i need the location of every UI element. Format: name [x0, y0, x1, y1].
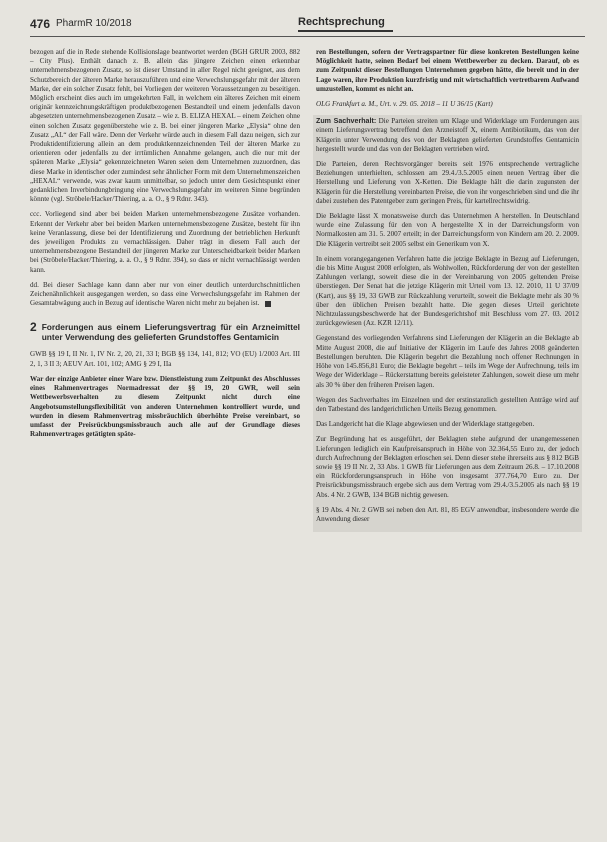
paragraph: Wegen des Sachverhaltes im Einzelnen und der erstinstanzlich gestellten Anträge wird auf den Tatbestand des landgerichtlichen Urteils Bezug genommen. [316, 395, 579, 413]
page-number: 476 [30, 17, 51, 31]
paragraph: Gegenstand des vorliegenden Verfahrens sind Lieferungen der Klägerin an die Beklagte ab Mitte August 2008, die auf Initiative der Klägerin im Laufe des Jahres 2008 geänderten Bestellungen beruhten. Die Klägerin begehrt die Bezahlung noch offener Rechnungen in Höhe von 145.856,81 Euro; die Beklagte begehrt – teils im Wege der Aufrechnung, teils im Wege der Widerklage – Rückerstattung bereits geleisteter Zahlungen, soweit diese um mehr als 30 % über den früheren Preisen lagen. [316, 334, 579, 389]
header-rule [30, 36, 585, 37]
section-title: Rechtsprechung [298, 16, 393, 32]
paragraph: ccc. Vorliegend sind aber bei beiden Marken unternehmensbezogene Zusätze vorhanden. Erkennt der Verkehr aber bei beiden Marken unternehmensbezogene Zusätze, besteht für ihn keine Veranlassung, diese bei der Identifizierung und Zuordnung der betrieblichen Herkunft des jeweiligen Produkts zu vernachlässigen. Daher trägt in diesem Fall auch der unternehmensbezogene Bestandteil der jüngeren Marke zur Unterscheidbarkeit beider Marken bei (Ströbele/Hacker/Thiering, a. a. O., § 9 Rdnr. 394), so dass er nicht vernachlässigt werden kann. [30, 210, 300, 274]
left-column [30, 48, 300, 445]
paragraph: § 19 Abs. 4 Nr. 2 GWB sei neben den Art. 81, 85 EGV anwendbar, insbesondere werde die Anwendung dieser [316, 505, 579, 523]
page-header [30, 14, 585, 36]
paragraph [30, 281, 300, 309]
facts-block [313, 115, 582, 532]
headnote-continued: ren Bestellungen, sofern der Vertragspartner für diese konkreten Bestellungen keine Möglichkeit hatte, seinen Bedarf bei einem Wettbewerber zu decken. Darauf, ob es zum Zeitpunkt dieser Bestellungen Unternehmen gegeben hätte, die bereit und in der Lage waren, ihre Produktion kurzfristig und mit wirtschaftlich vertretbarem Aufwand umzustellen, kommt es nicht an. [316, 48, 579, 93]
facts-label: Zum Sachverhalt: [316, 117, 377, 126]
article-title: Forderungen aus einem Lieferungsvertrag für ein Arzneimittel unter Verwendung des gelieferten Grundstoffes Gentamicin [41, 322, 300, 343]
norms-line: GWB §§ 19 I, II Nr. 1, IV Nr. 2, 20, 21, 33 I; BGB §§ 134, 141, 812; VO (EU) 1/2003 Art. III 2, 1, 3 II 3; AEUV Art. 101, 102; AMG § 29 I, IIa [30, 350, 300, 368]
facts-text: Die Parteien streiten um Klage und Widerklage um Forderungen aus einem Lieferungsvertrag betreffend den Arzneistoff X, einem Antibiotikum, das von der Klägerin unter Verwendung des von der Beklagten gelieferten Grundstoffes Gentamicin hergestellt wurde und das von der Beklagten vertrieben wird. [316, 117, 579, 153]
paragraph: Zur Begründung hat es ausgeführt, der Beklagten stehe aufgrund der unangemessenen Lieferungen lediglich ein Kaufpreisanspruch in Höhe von 32.364,55 Euro zu, der jedoch durch Aufrechnung der Beklagten erloschen sei. Denn dieser stehe ihrerseits aus § 812 BGB sowie §§ 19 II Nr. 2, 33 Abs. 1 GWB für Lieferungen aus dem Zeitraum 26.8. – 17.10.2008 ein Rückforderungsanspruch in Höhe von insgesamt 377.764,70 Euro zu. Der Preisrückbungsmissbrauch ergebe sich aus dem Vertrag vom 29.4./3.5.2005 als nach §§ 19 Abs. 4 Nr. 2 GWB, 134 BGB nichtig gewesen. [316, 435, 579, 499]
journal-name: PharmR 10/2018 [56, 18, 132, 29]
court-citation: OLG Frankfurt a. M., Urt. v. 29. 05. 2018 – 11 U 36/15 (Kart) [316, 100, 493, 109]
paragraph: In einem vorangegangenen Verfahren hatte die jetzige Beklagte in Bezug auf Lieferungen, die bis Mitte August 2008 erfolgten, als Wohlwollen, Rückforderung der von der gestellten Zahlungen verlangt, soweit diese die in der Vereinbarung von 2005 geltenden Preise überstiegen. Der Senat hat die jetzige Klägerin mit Urteil vom 13. 12. 2010, 11 U 37/09 (Kart), aus §§ 19, 33 GWB zur Rückzahlung verurteilt, soweit die Beklagte mehr als 30 % über den üblichen Preisen bezahlt hatte. Die gegen dieses Urteil gerichtete Nichtzulassungsbeschwerde hat der Bundesgerichtshof mit Beschluss vom 27. 03. 2012 zurückgewiesen (Az. KZR 12/11). [316, 254, 579, 328]
paragraph: bezogen auf die in Rede stehende Kollisionslage beantwortet werden (BGH GRUR 2003, 882 – City Plus). Enthält danach z. B. allein das jüngere Zeichen einen erkennbar unternehmensbezogenen Zusatz, so ist dieser Umstand in aller Regel nicht geeignet, aus dem Schutzbereich der älteren Marke herauszuführen und eine Verwechslungsgefahr mit der älteren Marke, der ein solcher Zusatz fehlt, bei Vorliegen der weiteren Voraussetzungen zu beseitigen. Möglich erscheint dies auch im umgekehrten Fall, in welchem ein älteres Zeichen mit einem originär kennzeichnungskräftigen produktbezogenen Bestandteil und einem jedenfalls davon abgesetzten unternehmensbezogenen Zusatz – wie z. B. ELIZA HEXAL – einem Zeichen ohne einen solchen Zusatz gegenüberstehe wie z. B. bei einer jüngeren Marke „Elysia“ ohne den Zusatz „AL“ der Fall wäre. Denn der Verkehr würde auch in diesem Fall dazu neigen, sich zur Produktidentifizierung allein an dem produktkennzeichnenden Teil der älteren Marke zu orientieren oder jedenfalls zu der irrtümlichen Annahme gelangen, auch die nur mit der späteren Marke „Elysia“ gekennzeichneten Waren seien dem Unternehmen zuzuordnen, das diese Marke in identischer oder zumindest sehr ähnlicher Form mit dem Unternehmenszeichen „HEXAL“ verwende, was zwar kaum unmittelbar, so jedoch unter dem Gesichtspunkt einer gedanklichen Inverbindungbringung eine Verwechslungsgefahr im weiteren Sinne begründen könnte (vgl. Ströbele/Hacker/Thiering, a. a. O., § 9 Rdnr. 343). [30, 48, 300, 204]
end-of-article-mark [265, 301, 271, 307]
right-column [316, 48, 579, 532]
paragraph: Die Beklagte lässt X monatsweise durch das Unternehmen A herstellen. In Deutschland wurde eine Zulassung für den von A hergestellte X in der Darreichungsform von Normalkosten am 31. 5. 2007 erteilt; in der Darreichungsform von Kindern am 20. 2. 2009. Die Klägerin vertreibt seit 2005 selbst ein Generikum von X. [316, 212, 579, 248]
facts-paragraph [316, 117, 579, 154]
paragraph: Die Parteien, deren Rechtsvorgänger bereits seit 1976 entsprechende vertragliche Beziehungen unterhielten, schlossen am 29.4./3.5.2005 einen neuen Vertrag über die Herstellung und Lieferung von X-Ketten. Die Beklagte hält die darin zugunsten der Klägerin für die Herstellung vereinbarten Preise, die von ihr vorgeschrieben sind und die ihr dabei zustehen des Patentgeber zum geringen Preis, für kartellrechtswidrig. [316, 160, 579, 205]
article-heading [30, 322, 300, 342]
paragraph-text: dd. Bei dieser Sachlage kann dann aber nur von einer deutlich unterdurchschnittlichen Zeichenähnlichkeit ausgegangen werden, so dass eine Verwechslungsgefahr im Rahmen der Gesamtabwägung auch in Bezug auf identische Waren nicht mehr zu bejahen ist. [30, 280, 300, 308]
headnote: War der einzige Anbieter einer Ware bzw. Dienstleistung zum Zeitpunkt des Abschlusses eines Rahmenvertrages Normadressat der §§ 19, 20 GWR, weil sein Wettbewerbsverhalten zu diesem Zeitpunkt nicht durch eine Angebotsumstellungsflexibilität von anderen Unternehmen kontrolliert wurde, und wurden in diesem Rahmenvertrag missbräuchlich überhöhte Preise vereinbart, so umfasst der Preisrückbungsmissbrauch auch alle auf der Grundlage dieses Rahmenvertrages getätigten späte- [30, 374, 300, 439]
article-number: 2 [30, 320, 37, 335]
paragraph: Das Landgericht hat die Klage abgewiesen und der Widerklage stattgegeben. [316, 420, 535, 429]
